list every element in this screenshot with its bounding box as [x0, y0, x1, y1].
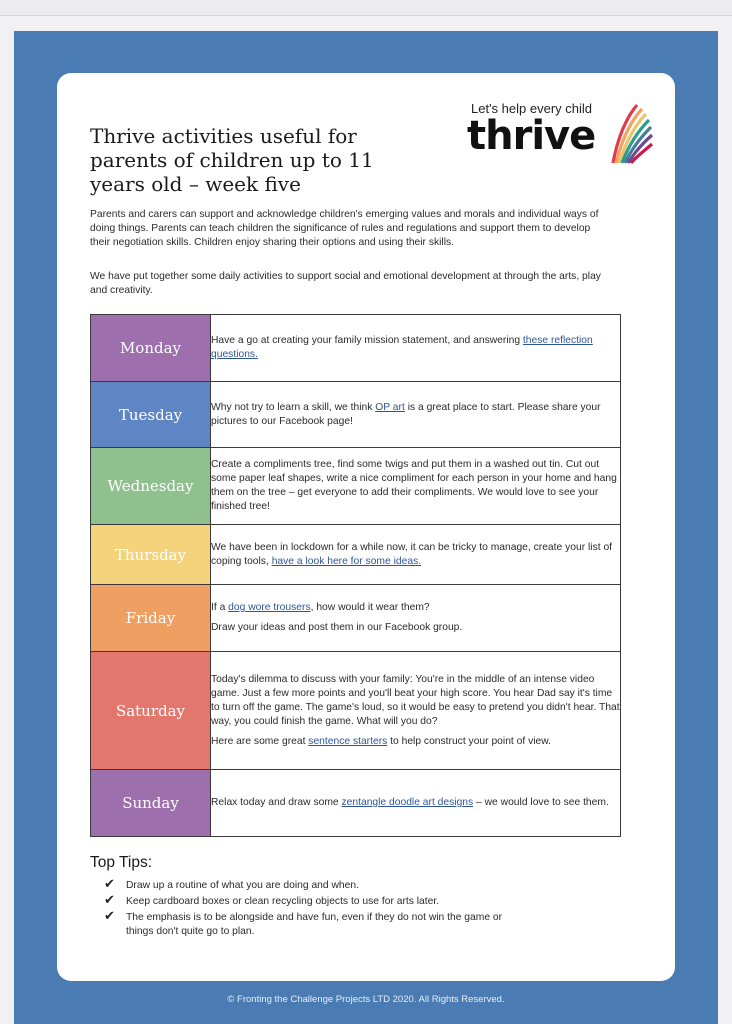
- activity-text-2: to help construct your point of view.: [387, 735, 551, 747]
- day-label-friday: Friday: [91, 585, 211, 652]
- tip-text: Draw up a routine of what you are doing and when.: [126, 880, 359, 891]
- list-item: [104, 908, 504, 939]
- activity-text: Relax today and draw some: [211, 797, 342, 808]
- rainbow-fan-icon: [607, 101, 655, 167]
- checkmark-icon: ✔: [104, 892, 115, 907]
- table-row-wednesday: [91, 448, 621, 525]
- checkmark-icon: ✔: [104, 908, 115, 923]
- table-row-saturday: [91, 652, 621, 770]
- zentangle-link[interactable]: zentangle doodle art designs: [341, 797, 474, 808]
- weekly-activities-table: [90, 314, 621, 837]
- activity-sunday: [211, 770, 621, 837]
- table-row-thursday: [91, 525, 621, 585]
- viewer-top-bar: [0, 0, 732, 16]
- dog-trousers-link[interactable]: dog wore trousers: [228, 602, 311, 613]
- activity-friday: [211, 585, 621, 652]
- day-label-tuesday: Tuesday: [91, 382, 211, 448]
- activity-text: Today's dilemma to discuss with your family: You're in the middle of an intense video game. Just a few more points and you'll beat your high score. You hear Dad say it's time to turn off the game. The game's loud, so it would be easy to pretend you didn't hear. That way, you could finish the game. What will you do?: [211, 673, 620, 727]
- tip-text: The emphasis is to be alongside and have fun, even if they do not win the game or things don't quite go to plan.: [126, 912, 503, 937]
- top-tips-heading: Top Tips:: [90, 854, 153, 871]
- activity-tuesday: [211, 382, 621, 448]
- logo-tagline: Let's help every child: [471, 101, 592, 116]
- activity-thursday: [211, 525, 621, 585]
- logo-wordmark: thrive: [467, 113, 596, 159]
- activity-text: Create a compliments tree, find some twigs and put them in a washed out tin. Cut out some paper leaf shapes, write a nice compliment for each person in your home and hang them on the tree – get everyone to add their compliments. We would love to see your finished tree!: [211, 459, 617, 512]
- tip-text: Keep cardboard boxes or clean recycling objects to use for arts later.: [126, 896, 440, 907]
- activity-text: We have been in lockdown for a while now, it can be tricky to manage, create your list of coping tools,: [211, 541, 613, 567]
- activity-text-2: Here are some great: [211, 735, 309, 747]
- activity-monday: [211, 315, 621, 382]
- activity-text: , how would it wear them?: [310, 602, 430, 613]
- document-card: [57, 73, 675, 981]
- activity-text-2: Draw your ideas and post them in our Facebook group.: [211, 622, 463, 633]
- thrive-logo: [467, 101, 657, 171]
- day-label-wednesday: Wednesday: [91, 448, 211, 525]
- activity-wednesday: [211, 448, 621, 525]
- top-tips-list: [104, 876, 504, 941]
- day-label-thursday: Thursday: [91, 525, 211, 585]
- table-row-tuesday: [91, 382, 621, 448]
- day-label-saturday: Saturday: [91, 652, 211, 770]
- activity-text: Why not try to learn a skill, we think: [211, 401, 376, 413]
- sentence-starters-link[interactable]: sentence starters: [308, 735, 388, 747]
- reflection-questions-link[interactable]: these reflection questions.: [211, 335, 593, 360]
- day-label-sunday: Sunday: [91, 770, 211, 837]
- checkmark-icon: ✔: [104, 876, 115, 891]
- list-item: [104, 876, 504, 893]
- copyright-footer: © Fronting the Challenge Projects LTD 2020. All Rights Reserved.: [227, 994, 505, 1005]
- page-title: Thrive activities useful for parents of children up to 11 years old – week five: [90, 124, 374, 196]
- list-item: [104, 892, 504, 909]
- intro-paragraph-1: Parents and carers can support and acknowledge children's emerging values and morals and individual ways of doing things. Parents can teach children the significance of rules and regulations and support them to develop their negotiation skills. Children enjoy sharing their options and using their skills.: [90, 209, 599, 248]
- activity-text: Have a go at creating your family mission statement, and answering: [211, 335, 523, 346]
- table-row-sunday: [91, 770, 621, 837]
- table-row-monday: [91, 315, 621, 382]
- activity-text: – we would love to see them.: [473, 797, 609, 808]
- coping-ideas-link[interactable]: have a look here for some ideas.: [271, 555, 422, 567]
- day-label-monday: Monday: [91, 315, 211, 382]
- activity-saturday: [211, 652, 621, 770]
- intro-paragraph-2: We have put together some daily activities to support social and emotional development at through the arts, play and creativity.: [90, 271, 601, 296]
- op-art-link[interactable]: OP art: [375, 401, 405, 413]
- activity-text: If a: [211, 602, 229, 613]
- table-row-friday: [91, 585, 621, 652]
- activity-text: is a great place to start. Please share your pictures to our Facebook page!: [211, 401, 601, 427]
